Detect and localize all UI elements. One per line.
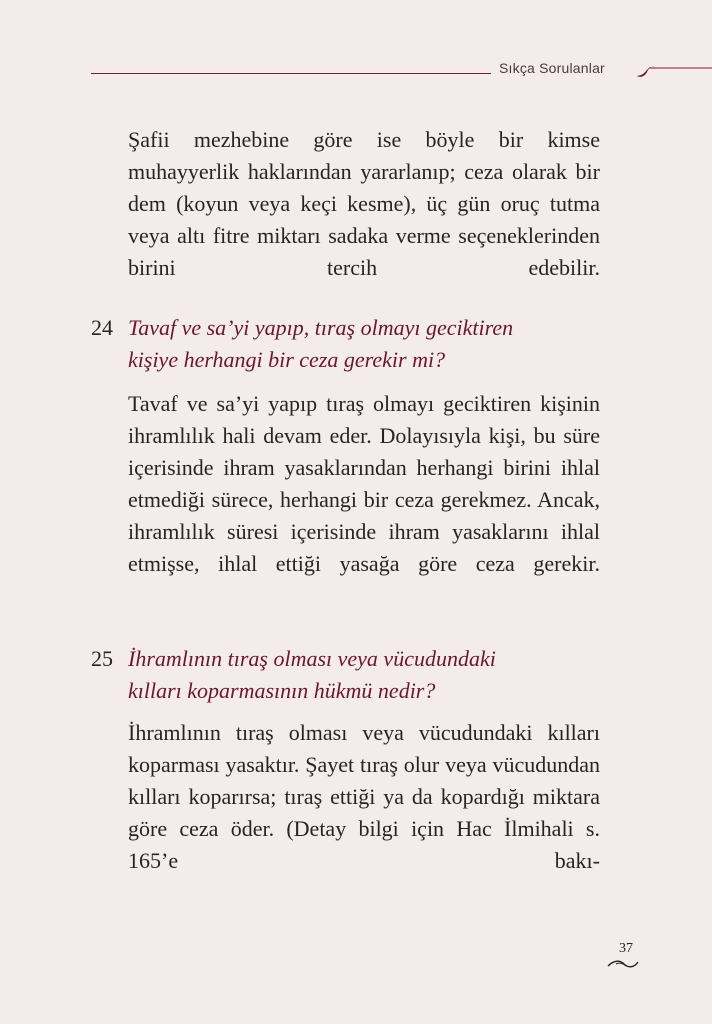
- answer-paragraph: Tavaf ve sa’yi yapıp tıraş olmayı geciktiren kişinin ihramlılık hali devam eder. Dolayısıyla kişi, bu süre içerisinde ihram yasaklarından herhangi birini ihlal etmediği sürece, herhangi bir ceza gerekmez. Ancak, ihramlılık süresi içerisinde ihram yasaklarını ihlal etmişse, ihlal ettiği yasağa göre ceza gerekir.: [128, 391, 600, 576]
- page-number-ornament: [606, 958, 640, 970]
- question-title-line2: kılları koparmasının hükmü nedir?: [128, 678, 436, 703]
- question-number: 24: [91, 315, 113, 340]
- question-title-line1: İhramlının tıraş olması veya vücudundaki: [128, 646, 496, 671]
- header-swash-ornament: [633, 62, 712, 82]
- question-number: 25: [91, 646, 113, 671]
- intro-paragraph: Şafii mezhebine göre ise böyle bir kimse muhayyerlik haklarından yararlanıp; ceza olarak bir dem (koyun veya keçi kesme), üç gün oruç tutma veya altı fitre miktarı sadaka verme seçeneklerinden birini tercih edebilir.: [128, 127, 600, 280]
- question-title-line2: kişiye herhangi bir ceza gerekir mi?: [128, 347, 446, 372]
- header-rule: [91, 73, 491, 74]
- question-title-line1: Tavaf ve sa’yi yapıp, tıraş olmayı geciktiren: [128, 315, 514, 340]
- running-header-title: Sıkça Sorulanlar: [499, 60, 605, 76]
- page-number: 37: [619, 941, 633, 956]
- answer-paragraph: İhramlının tıraş olması veya vücudundaki kılları koparması yasaktır. Şayet tıraş olur veya vücudundan kılları koparırsa; tıraş ettiği ya da kopardığı miktara göre ceza öder. (Detay bilgi için Hac İlmihali s. 165’e bakı-: [128, 720, 600, 873]
